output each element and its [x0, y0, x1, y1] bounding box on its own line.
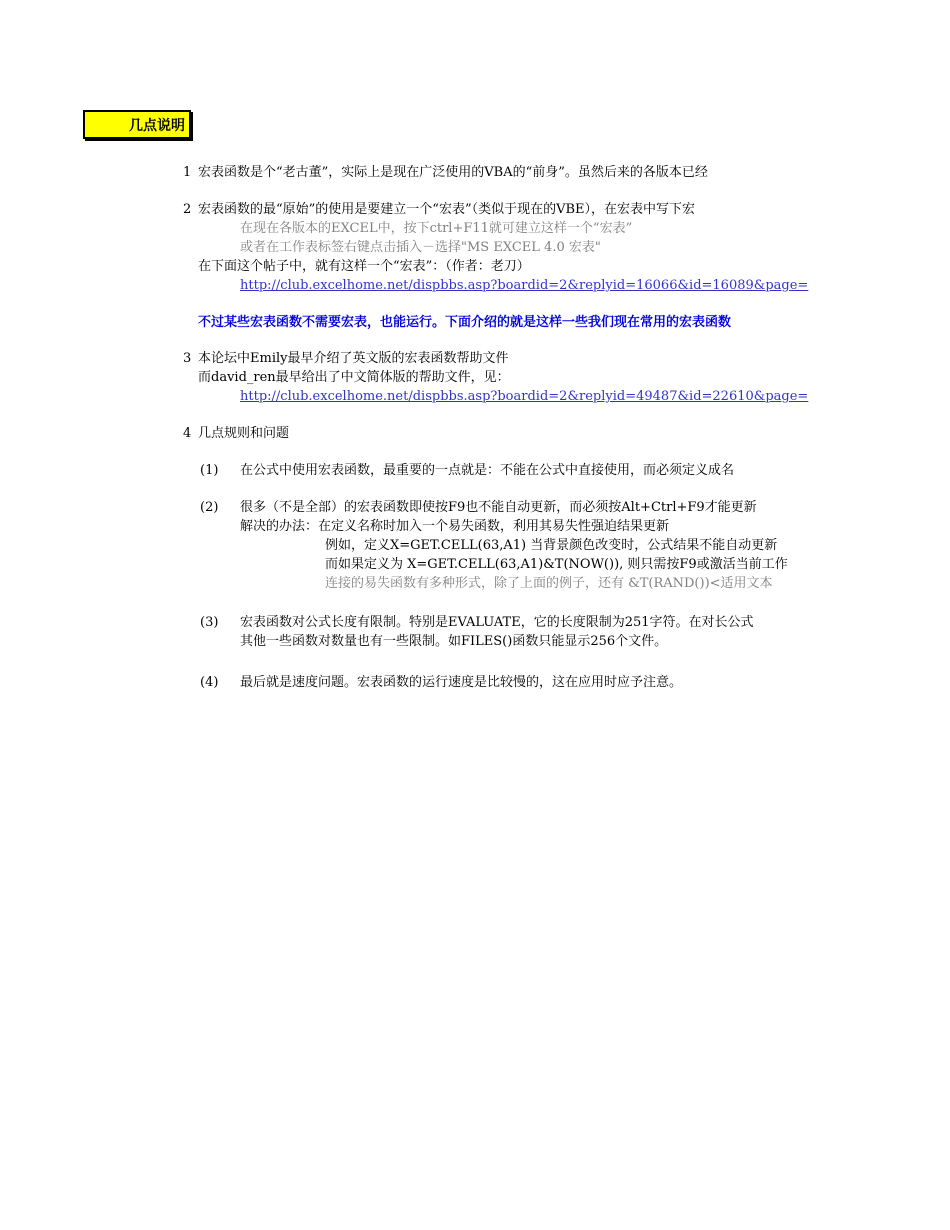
rule-2-note-c[interactable]: 而如果定义为 X=GET.CELL(63,A1)&T(NOW()), 则只需按F9或激活当前工作: [325, 557, 788, 572]
rule-4-number: (4): [200, 675, 219, 690]
item-3-text[interactable]: 本论坛中Emily最早介绍了英文版的宏表函数帮助文件: [198, 351, 509, 366]
rule-2-note-b[interactable]: 例如，定义X=GET.CELL(63,A1) 当背景颜色改变时，公式结果不能自动更新: [325, 538, 778, 553]
hyperlink-2[interactable]: http://club.excelhome.net/dispbbs.asp?boardid=2&replyid=49487&id=22610&page=: [240, 389, 809, 404]
item-4-text[interactable]: 几点规则和问题: [198, 426, 290, 441]
rule-3-note-a[interactable]: 其他一些函数对数量也有一些限制。如FILES()函数只能显示256个文件。: [240, 634, 668, 649]
hyperlink-1[interactable]: http://club.excelhome.net/dispbbs.asp?boardid=2&replyid=16066&id=16089&page=: [240, 278, 809, 293]
title-text: 几点说明: [129, 117, 185, 134]
item-1-number: 1: [183, 165, 192, 180]
item-2-text[interactable]: 宏表函数的最“原始”的使用是要建立一个“宏表”（类似于现在的VBE），在宏表中写下宏: [198, 202, 696, 217]
item-3-note-a[interactable]: 而david_ren最早给出了中文简体版的帮助文件，见：: [198, 370, 510, 385]
item-2-note-b[interactable]: 或者在工作表标签右键点击插入－选择"MS EXCEL 4.0 宏表": [240, 240, 601, 255]
highlight-note[interactable]: 不过某些宏表函数不需要宏表，也能运行。下面介绍的就是这样一些我们现在常用的宏表函数: [198, 315, 732, 330]
rule-2-note-a[interactable]: 解决的办法：在定义名称时加入一个易失函数，利用其易失性强迫结果更新: [240, 519, 670, 534]
rule-2-text[interactable]: 很多（不是全部）的宏表函数即使按F9也不能自动更新，而必须按Alt+Ctrl+F9才能更新: [240, 500, 757, 515]
title-cell[interactable]: [83, 110, 191, 139]
item-2-note-a[interactable]: 在现在各版本的EXCEL中，按下ctrl+F11就可建立这样一个“宏表”: [240, 221, 633, 236]
item-4-number: 4: [183, 426, 192, 441]
item-3-number: 3: [183, 351, 192, 366]
rule-1-number: (1): [200, 463, 219, 478]
rule-3-number: (3): [200, 615, 219, 630]
rule-2-number: (2): [200, 500, 219, 515]
rule-2-note-d[interactable]: 连接的易失函数有多种形式，除了上面的例子，还有 &T(RAND())<适用文本: [325, 576, 773, 591]
rule-4-text[interactable]: 最后就是速度问题。宏表函数的运行速度是比较慢的，这在应用时应予注意。: [240, 675, 683, 690]
item-2-number: 2: [183, 202, 192, 217]
rule-1-text[interactable]: 在公式中使用宏表函数，最重要的一点就是：不能在公式中直接使用，而必须定义成名: [240, 463, 735, 478]
item-2-note-c[interactable]: 在下面这个帖子中，就有这样一个“宏表”：（作者：老刀）: [198, 259, 530, 274]
rule-3-text[interactable]: 宏表函数对公式长度有限制。特别是EVALUATE，它的长度限制为251字符。在对长公式: [240, 615, 754, 630]
item-1-text[interactable]: 宏表函数是个“老古董”，实际上是现在广泛使用的VBA的“前身”。虽然后来的各版本已经: [198, 165, 708, 180]
